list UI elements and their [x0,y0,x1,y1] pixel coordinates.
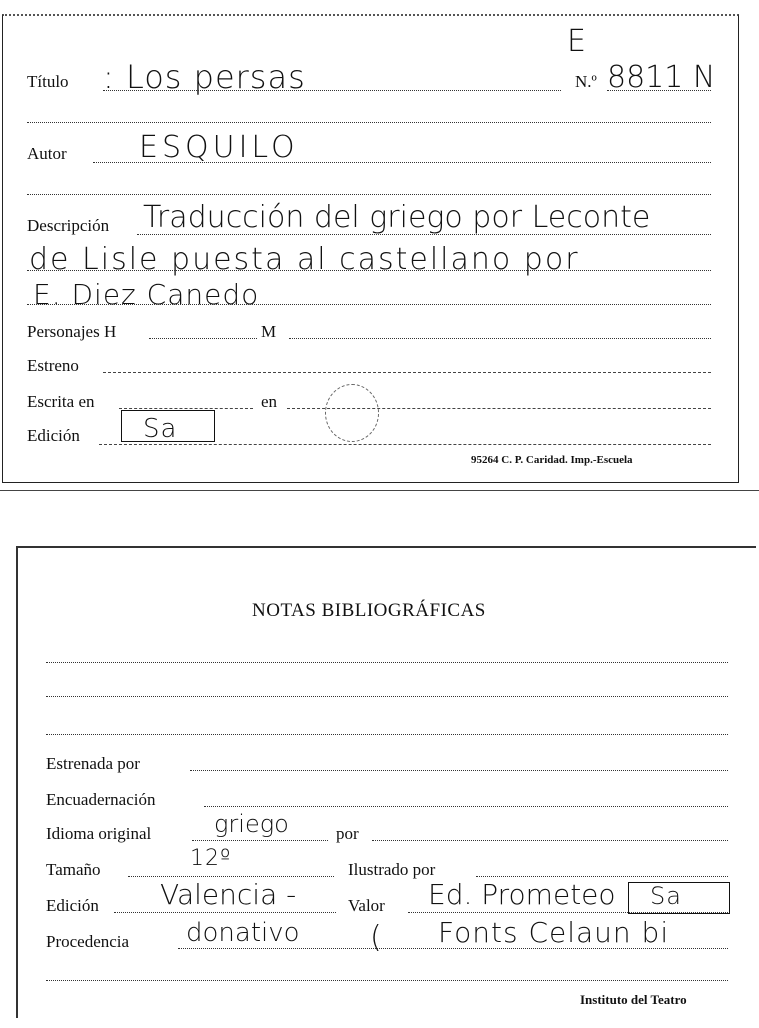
tamano-label: Tamaño [46,860,101,879]
personajes-label: Personajes H [27,322,117,341]
escrita-label: Escrita en [27,392,95,411]
edicion-line [114,912,336,913]
descripcion-rule-3 [27,304,711,305]
procedencia-paren: ( [370,920,382,955]
valor-line [408,912,728,913]
titulo-label: Título [27,72,69,91]
procedencia-value-2: Fonts Celaun bi [438,916,670,949]
titulo-line [103,90,561,91]
notes-line-1 [46,662,728,663]
encuadernacion-line [204,806,728,807]
numero-line [607,90,711,91]
autor-label: Autor [27,144,67,163]
escrita-en-label: en [261,392,278,411]
separator-line [27,122,711,123]
personajes-h-line [149,338,257,339]
tamano-value: 12º [190,846,232,871]
tamano-line [128,876,334,877]
faint-stamp [325,384,379,442]
valor-box-value: Sa [650,882,682,910]
notas-heading: NOTAS BIBLIOGRÁFICAS [252,600,486,621]
procedencia-label: Procedencia [46,932,130,951]
footer-institution: Instituto del Teatro [580,992,687,1007]
personajes-m-line [289,338,711,339]
corner-mark: E [567,24,587,59]
descripcion-rule-1 [137,234,711,235]
idioma-label: Idioma original [46,824,152,843]
autor-line [93,162,711,163]
idioma-line [192,840,328,841]
notes-line-2 [46,696,728,697]
valor-label: Valor [348,896,385,915]
notes-line-3 [46,734,728,735]
printer-note: 95264 C. P. Caridad. Imp.-Escuela [471,454,633,466]
valor-value: Ed. Prometeo [428,878,616,911]
descripcion-rule-2 [27,270,711,271]
escrita-line [119,408,253,409]
descripcion-line-1: Traducción del griego por Leconte [143,200,651,235]
front-index-card [2,14,739,483]
separator-line [27,194,711,195]
titulo-value: : Los persas [103,58,306,96]
estreno-label: Estreno [27,356,79,375]
estrenada-label: Estrenada por [46,754,140,773]
autor-value: ESQUILO [139,130,299,165]
card-bottom-edge [0,490,759,491]
idioma-value: griego [214,810,289,838]
por-line [372,840,728,841]
estrenada-line [190,770,728,771]
ilustrado-label: Ilustrado por [348,860,436,879]
procedencia-value: donativo [186,918,300,948]
descripcion-label: Descripción [27,216,110,235]
edicion-line [99,444,711,445]
por-label: por [336,824,359,843]
ilustrado-line [476,876,728,877]
back-index-card [16,546,756,1018]
descripcion-line-3: E. Diez Canedo [33,278,260,311]
edicion-value: Sa [143,414,178,444]
edicion-value: Valencia - [160,878,297,911]
numero-label: N.º [575,72,597,91]
descripcion-line-2: de Lisle puesta al castellano por [29,242,580,277]
edicion-label: Edición [46,896,99,915]
encuadernacion-label: Encuadernación [46,790,156,809]
notes-line-last [46,980,728,981]
edicion-label: Edición [27,426,80,445]
procedencia-line [178,948,728,949]
personajes-m-label: M [261,322,277,341]
estreno-line [103,372,711,373]
numero-value: 8811 N [607,60,716,95]
